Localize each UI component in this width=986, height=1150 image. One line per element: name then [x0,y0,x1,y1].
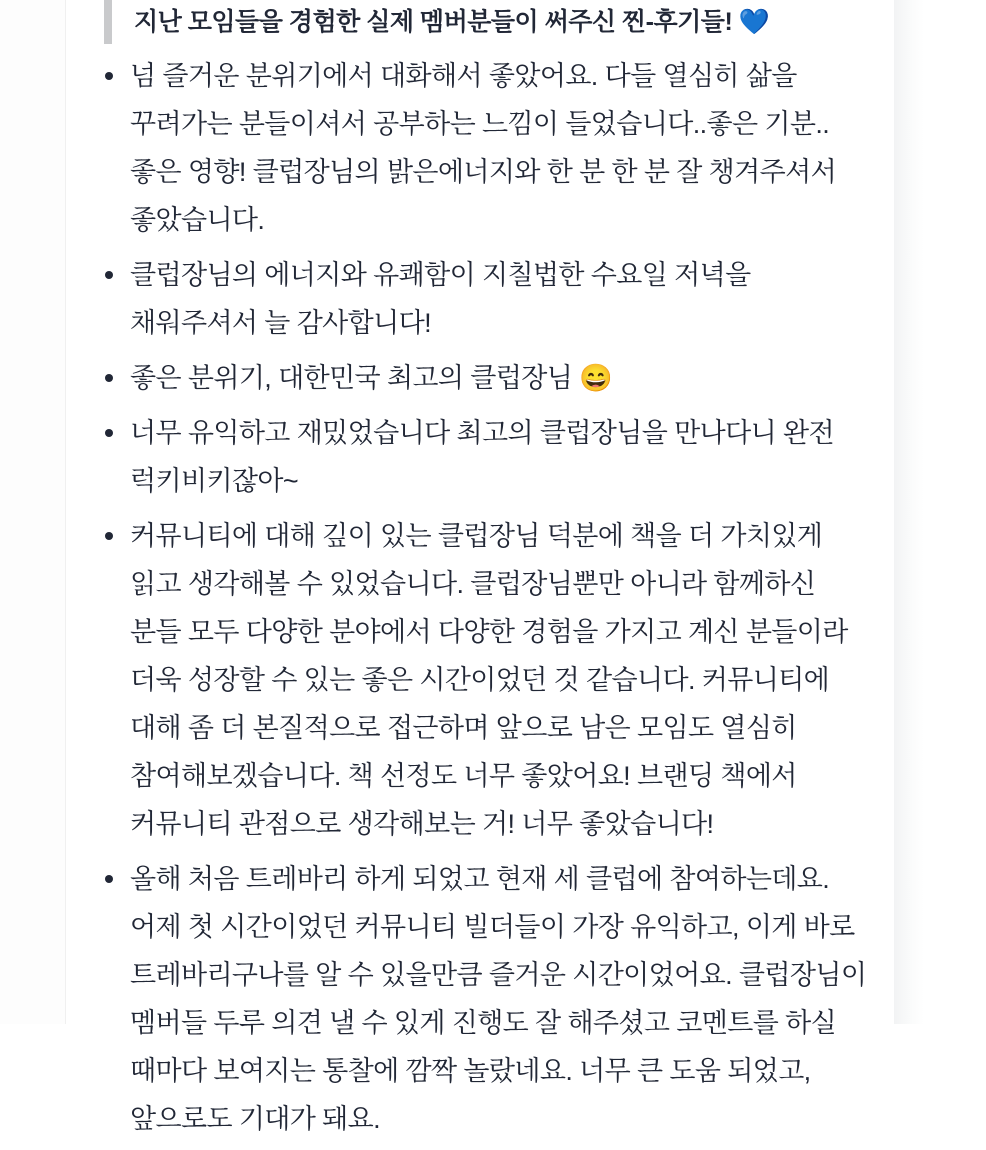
page-left-margin [0,0,66,1024]
bullet-icon [105,429,113,437]
bullet-icon [105,532,113,540]
review-item [104,251,872,347]
review-text: 클럽장님의 에너지와 유쾌함이 지칠법한 수요일 저녁을 채워주셔서 늘 감사합니다! [130,260,751,338]
review-item [104,855,872,1143]
reviews-header-title: 지난 모임들을 경험한 실제 멤버분들이 써주신 찐-후기들! 💙 [134,8,770,36]
review-item [104,354,872,402]
reviews-list [104,52,879,1143]
review-text: 넘 즐거운 분위기에서 대화해서 좋았어요. 다들 열심히 삶을 꾸려가는 분들이셔서 공부하는 느낌이 들었습니다..좋은 기분..좋은 영향! 클럽장님의 밝은에너지와 한 분 한 분 잘 챙겨주셔서 좋았습니다. [130,61,837,235]
review-text: 좋은 분위기, 대한민국 최고의 클럽장님 😄 [130,363,613,393]
review-item [104,409,872,505]
review-item [104,52,872,244]
bullet-icon [105,271,113,279]
page-edge-shadow [894,0,924,1024]
quote-header [104,0,879,44]
bullet-icon [105,374,113,382]
quote-accent-bar [104,0,112,44]
review-item [104,512,872,848]
reviews-section [104,0,879,1150]
bullet-icon [105,875,113,883]
review-text: 커뮤니티에 대해 깊이 있는 클럽장님 덕분에 책을 더 가치있게 읽고 생각해볼 수 있었습니다. 클럽장님뿐만 아니라 함께하신 분들 모두 다양한 분야에서 다양한 경험을 가지고 계신 분들이라 더욱 성장할 수 있는 좋은 시간이었던 것 같습니다. 커뮤니티에 대해 좀 더 본질적으로 접근하며 앞으로 남은 모임도 열심히 참여해보겠습니다. 책 선정도 너무 좋았어요! 브랜딩 책에서 커뮤니티 관점으로 생각해보는 거! 너무 좋았습니다! [130,521,848,839]
bullet-icon [105,72,113,80]
review-text: 올해 처음 트레바리 하게 되었고 현재 세 클럽에 참여하는데요. 어제 첫 시간이었던 커뮤니티 빌더들이 가장 유익하고, 이게 바로 트레바리구나를 알 수 있을만큼 즐거운 시간이었어요. 클럽장님이 멤버들 두루 의견 낼 수 있게 진행도 잘 해주셨고 코멘트를 하실 때마다 보여지는 통찰에 깜짝 놀랐네요. 너무 큰 도움 되었고, 앞으로도 기대가 돼요. [130,864,867,1134]
review-text: 너무 유익하고 재밌었습니다 최고의 클럽장님을 만나다니 완전 럭키비키잖아~ [130,418,834,496]
